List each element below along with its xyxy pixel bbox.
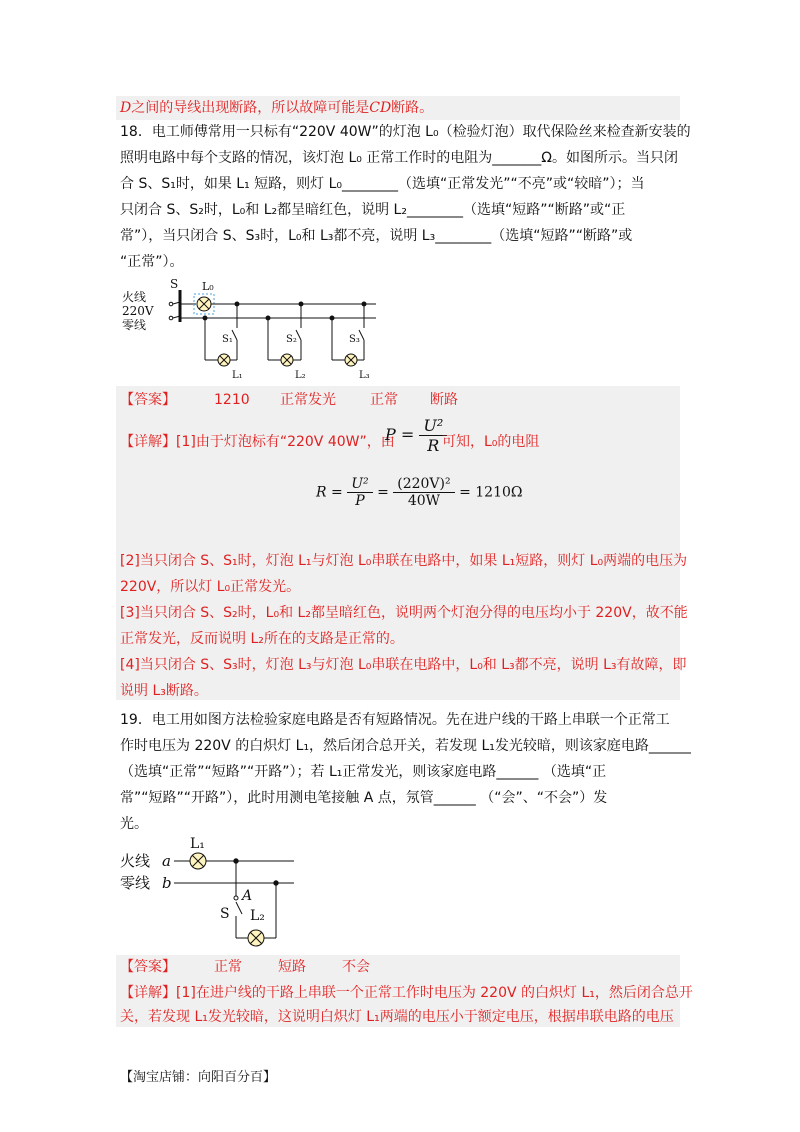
answer-item: 正常 — [370, 392, 398, 408]
l0-label: L₀ — [202, 280, 214, 293]
q18-detail-p2: [2]当只闭合 S、S₁时，灯泡 L₁与灯泡 L₀串联在电路中，如果 L₁短路，则灯 L₀两端的电压为 — [120, 553, 688, 569]
l3-label: L₃ — [359, 370, 370, 381]
answer-item: 不会 — [342, 959, 370, 975]
l1-label: L₁ — [232, 370, 243, 381]
s3-label: S₃ — [349, 334, 360, 345]
l2-label: L₂ — [295, 370, 306, 381]
answer-item: 1210 — [214, 392, 250, 408]
answer-label: 【答案】 — [120, 959, 176, 975]
q18-detail-p4: 说明 L₃断路。 — [120, 683, 208, 699]
q19-circuit-diagram — [118, 834, 318, 950]
answer-item: 正常发光 — [280, 392, 336, 408]
fire-wire-label: 火线 — [120, 852, 151, 870]
resistance-formula: R = $\frac{\text{U²}}{P}$ = $\frac{\text{(220V)²}}{40W}$ = 1210Ω — [316, 476, 523, 509]
q18-detail-p2: 220V，所以灯 L₀正常发光。 — [120, 579, 301, 595]
q18-detail-line1: 【详解】[1]由于灯泡标有“220V 40W”，由 — [120, 434, 395, 450]
q19-answer-row — [120, 957, 370, 977]
main-switch-label: S — [170, 278, 179, 291]
q19-line: 光。 — [120, 816, 148, 832]
neutral-wire-label: 零线 — [122, 318, 147, 332]
answer-item: 短路 — [278, 959, 306, 975]
neutral-wire-label: 零线 — [120, 874, 151, 892]
point-a-wire-label: a — [162, 852, 171, 870]
switch-label: S — [220, 906, 230, 922]
q18-detail-p4: [4]当只闭合 S、S₃时，灯泡 L₃与灯泡 L₀串联在电路中，L₀和 L₃都不亮，说明 L₃有故障，即 — [120, 657, 687, 673]
q19-line: 19．电工用如图方法检验家庭电路是否有短路情况。先在进户线的干路上串联一个正常工 — [120, 712, 670, 728]
answer-item: 断路 — [430, 392, 458, 408]
q18-line: 常”），当只闭合 S、S₃时，L₀和 L₃都不亮，说明 L₃________（选填“短路”“断路”或 — [120, 228, 633, 244]
q18-circuit-diagram — [118, 278, 388, 382]
answer-label: 【答案】 — [120, 392, 176, 408]
footer-shop-label: 【淘宝店铺：向阳百分百】 — [120, 1070, 277, 1085]
q18-line: “正常”）。 — [120, 254, 184, 270]
q18-line: 合 S、S₁时，如果 L₁ 短路，则灯 L₀________（选填“正常发光”“不亮”或“较暗”）；当 — [120, 176, 645, 192]
q19-line: （选填“正常”“短路”“开路”）；若 L₁正常发光，则该家庭电路______ （选填“正 — [120, 764, 607, 780]
q19-line: 作时电压为 220V 的白炽灯 L₁，然后闭合总开关，若发现 L₁发光较暗，则该家庭电路______ — [120, 738, 691, 754]
q19-detail-line: 关，若发现 L₁发光较暗，这说明白炽灯 L₁两端的电压小于额定电压，根据串联电路的电压 — [120, 1009, 674, 1025]
power-formula: P = $\frac{\text{U²}}{R}$ — [385, 416, 447, 455]
q18-line: 18．电工师傅常用一只标有“220V 40W”的灯泡 L₀（检验灯泡）取代保险丝来检查新安装的 — [120, 124, 691, 140]
q18-answer-row — [120, 390, 458, 410]
segment-cd: CD — [369, 100, 392, 116]
q18-line: 照明电路中每个支路的情况，该灯泡 L₀ 正常工作时的电阻为_______Ω。如图所示。当只闭 — [120, 150, 679, 166]
continuation-line: D之间的导线出现断路，所以故障可能是CD断路。 — [120, 100, 434, 116]
answer-item: 正常 — [214, 959, 242, 975]
s2-label: S₂ — [286, 334, 297, 345]
fire-wire-label: 火线 — [122, 290, 147, 304]
l2-label: L₂ — [250, 908, 265, 924]
point-b-wire-label: b — [162, 874, 172, 892]
q18-detail-line1b: 可知，L₀的电阻 — [442, 434, 540, 450]
q18-detail-p3: [3]当只闭合 S、S₂时，L₀和 L₂都呈暗红色，说明两个灯泡分得的电压均小于 220V，故不能 — [120, 605, 688, 621]
voltage-label: 220V — [122, 304, 154, 318]
l1-label: L₁ — [190, 836, 205, 852]
q19-detail-line: 【详解】[1]在进户线的干路上串联一个正常工作时电压为 220V 的白炽灯 L₁，然后闭合总开 — [120, 985, 693, 1001]
q19-line: 常”“短路”“开路”），此时用测电笔接触 A 点，氖管______ （“会”、“不会”）发 — [120, 790, 608, 806]
q18-detail-p3: 正常发光，反而说明 L₂所在的支路是正常的。 — [120, 631, 404, 647]
point-a-label: A — [242, 888, 253, 904]
s1-label: S₁ — [222, 334, 233, 345]
q18-line: 只闭合 S、S₂时，L₀和 L₂都呈暗红色，说明 L₂________（选填“短路”“断路”或“正 — [120, 202, 626, 218]
point-d: D — [120, 100, 132, 116]
